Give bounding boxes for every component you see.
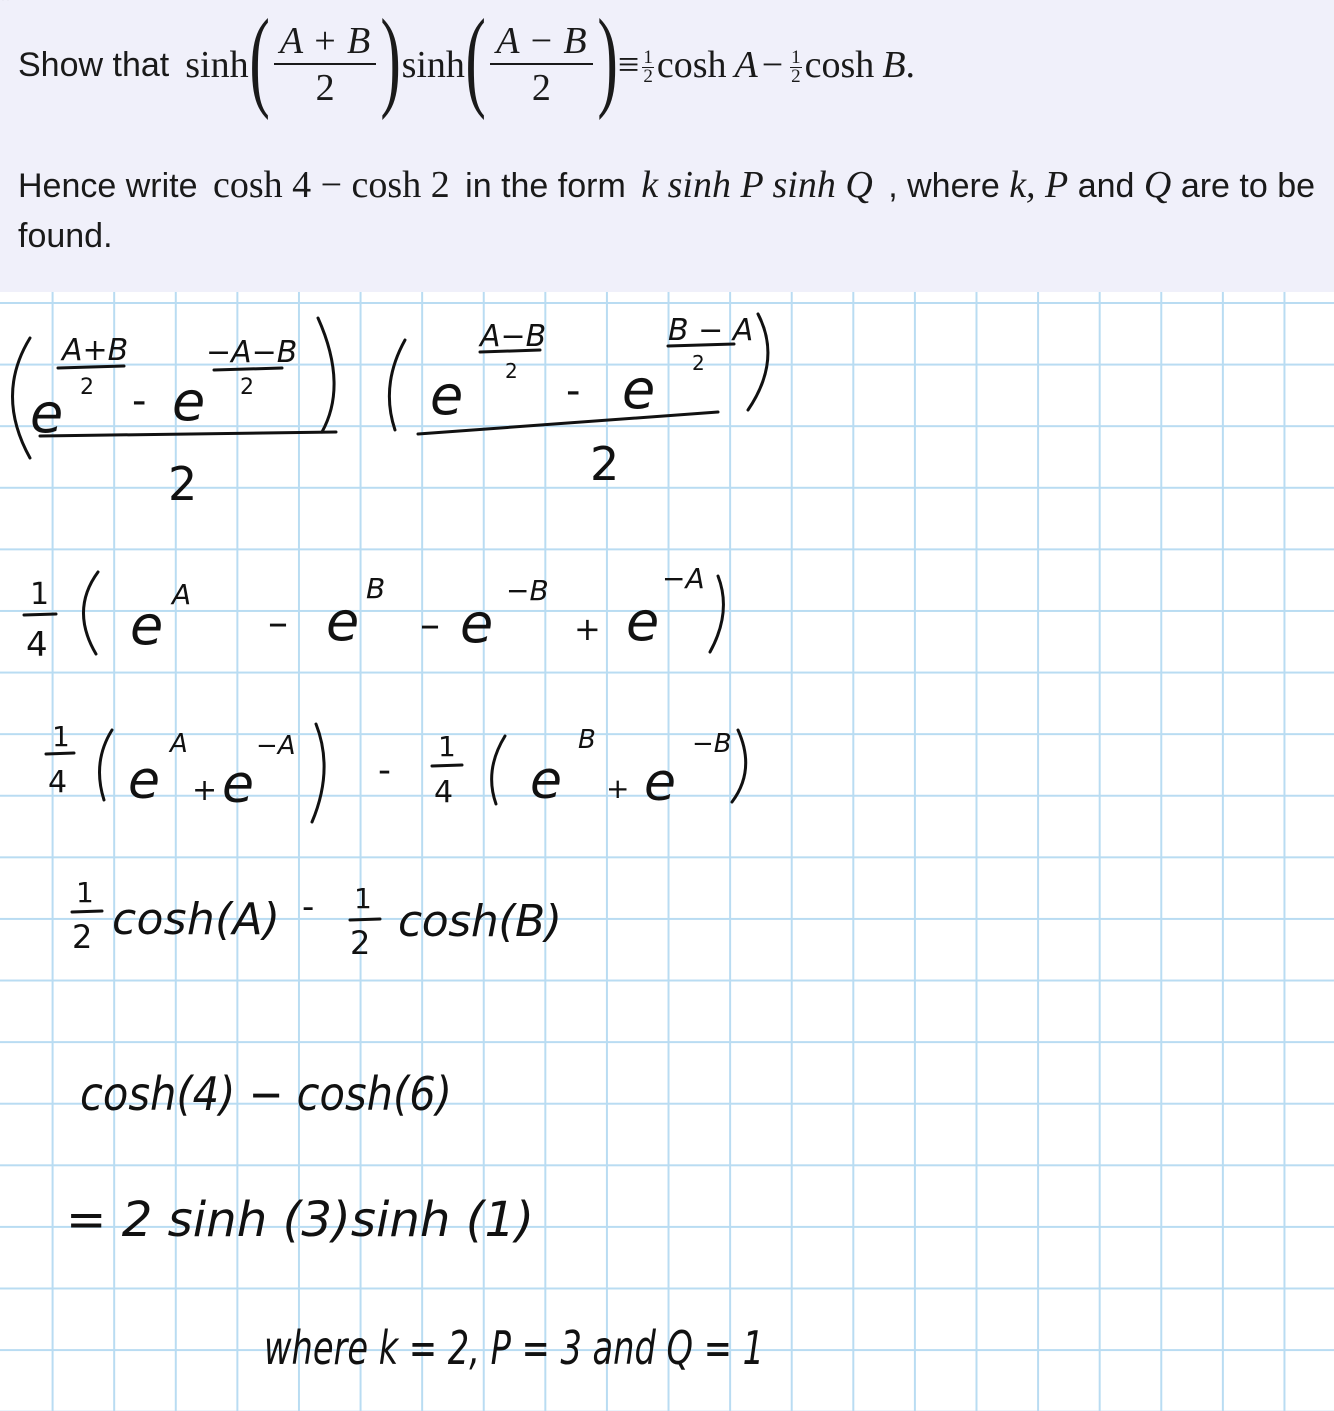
- hw-l4-half-d-1: 2: [72, 918, 93, 956]
- sinh-1: sinh: [185, 44, 249, 86]
- hw-e-5: e: [130, 594, 164, 657]
- hw-line-6: = 2 sinh (3)sinh (1): [66, 1192, 534, 1248]
- hence-prefix: Hence write: [18, 167, 198, 205]
- sinh-2: sinh: [401, 44, 465, 86]
- hw-l4-cosh-b: cosh(B): [398, 896, 562, 947]
- hw-left-paren-4: [100, 730, 113, 800]
- half-numerator: 1: [791, 46, 801, 68]
- hw-coef-n: 1: [30, 577, 50, 612]
- minus-sign: −: [761, 44, 784, 86]
- hw-minus-2: -: [566, 368, 581, 414]
- half-denominator: 2: [791, 65, 801, 87]
- form-expression: k sinh P sinh Q: [641, 164, 873, 206]
- var-q: Q: [1143, 164, 1172, 206]
- right-paren-1: ): [380, 0, 402, 121]
- hw-line-4: cosh(A) − cosh(B): [0, 0, 10, 1]
- hw-line-5: cosh(4) − cosh(6): [80, 1067, 452, 1121]
- left-paren-1: (: [248, 0, 270, 121]
- hw-left-paren-2: [389, 340, 405, 430]
- hw-exp-1-den: 2: [80, 375, 94, 400]
- hw-e-1: e: [30, 382, 64, 445]
- hw-plus-2: +: [192, 773, 218, 808]
- hw-exp-4: B − A: [668, 313, 754, 348]
- hw-minus-4: –: [420, 602, 440, 648]
- hence-expression: cosh 4 − cosh 2: [212, 164, 450, 206]
- hw-l2-exp-1: A: [172, 578, 192, 611]
- hw-coef-d: 4: [26, 625, 48, 665]
- show-that-label: Show that: [18, 45, 170, 84]
- half-numerator: 1: [643, 46, 653, 68]
- hw-l3-coef-n-1: 1: [52, 720, 70, 753]
- hw-plus-1: +: [574, 610, 601, 648]
- hw-l3-exp-4: −B: [692, 729, 732, 759]
- hw-den-1: 2: [168, 457, 198, 511]
- hw-l4-cosh-a: cosh(A): [112, 894, 280, 945]
- cosh-1: cosh: [656, 44, 727, 86]
- hw-minus-1: -: [132, 378, 147, 424]
- fraction-denominator: 2: [531, 67, 551, 109]
- hw-left-paren-3: [83, 572, 98, 654]
- hw-exp-2: −A−B: [206, 335, 298, 370]
- hw-right-paren-4: [312, 724, 324, 822]
- hw-l4-minus: -: [302, 887, 315, 927]
- end-text: are to be found.: [18, 167, 1316, 255]
- fraction-denominator: 2: [315, 67, 335, 109]
- hw-den-2: 2: [590, 437, 620, 491]
- hw-l4-half-n-2: 1: [354, 882, 372, 915]
- hw-exp-1: A+B: [62, 333, 129, 368]
- hw-exp-4-den: 2: [692, 351, 705, 375]
- hw-exp-3: A−B: [480, 319, 547, 354]
- fraction-numerator: A − B: [490, 19, 592, 65]
- hw-e-3: e: [430, 364, 464, 427]
- hw-l3-exp-1: A: [170, 729, 188, 759]
- hw-left-paren-5: [492, 736, 505, 804]
- hw-e-4: e: [622, 358, 656, 421]
- hw-minus-3: –: [268, 600, 288, 646]
- hw-l2-exp-4: −A: [662, 562, 705, 595]
- hw-e-9: e: [128, 751, 160, 811]
- hw-line-7: where k = 2, P = 3 and Q = 1: [264, 1321, 764, 1375]
- hw-minus-5: -: [378, 750, 391, 791]
- var-a: A: [734, 44, 758, 86]
- hw-e-6: e: [326, 590, 360, 653]
- half-denominator: 2: [643, 65, 653, 87]
- hw-e-8: e: [626, 590, 660, 653]
- hw-right-paren-3: [710, 576, 723, 652]
- var-b: B: [882, 44, 906, 86]
- hw-l3-coef-d-2: 4: [434, 775, 454, 810]
- hw-e-10: e: [222, 755, 254, 815]
- hw-exp-3-den: 2: [505, 359, 518, 383]
- left-paren-2: (: [465, 0, 486, 121]
- hw-e-12: e: [644, 753, 676, 813]
- hw-l2-exp-2: B: [366, 572, 386, 605]
- vars-k-p: k, P: [1009, 164, 1069, 206]
- hw-right-paren-1: [318, 318, 334, 432]
- hw-e-2: e: [172, 370, 206, 433]
- hw-e-7: e: [460, 592, 494, 655]
- cosh-2: cosh: [804, 44, 875, 86]
- hence-mid: in the form: [465, 167, 626, 205]
- hw-e-11: e: [530, 751, 562, 811]
- hw-plus-3: +: [606, 772, 630, 805]
- hw-exp-2-den: 2: [240, 375, 254, 400]
- equiv-sign: ≡: [617, 44, 640, 86]
- hw-left-paren-1: [13, 338, 31, 458]
- hw-l4-half-n-1: 1: [76, 876, 94, 909]
- hence-suffix: , where: [888, 167, 1000, 205]
- period: .: [905, 44, 916, 86]
- hw-l3-exp-2: −A: [256, 731, 296, 761]
- right-paren-2: ): [597, 0, 618, 121]
- hw-l3-exp-3: B: [578, 725, 596, 755]
- hw-l3-coef-n-2: 1: [438, 730, 456, 763]
- hw-l3-coef-d-1: 4: [48, 765, 68, 800]
- and-word: and: [1077, 167, 1135, 205]
- hw-right-paren-5: [732, 730, 746, 802]
- hw-l4-half-d-2: 2: [350, 924, 371, 962]
- fraction-numerator: A + B: [274, 19, 376, 65]
- hw-l2-exp-3: −B: [506, 574, 549, 607]
